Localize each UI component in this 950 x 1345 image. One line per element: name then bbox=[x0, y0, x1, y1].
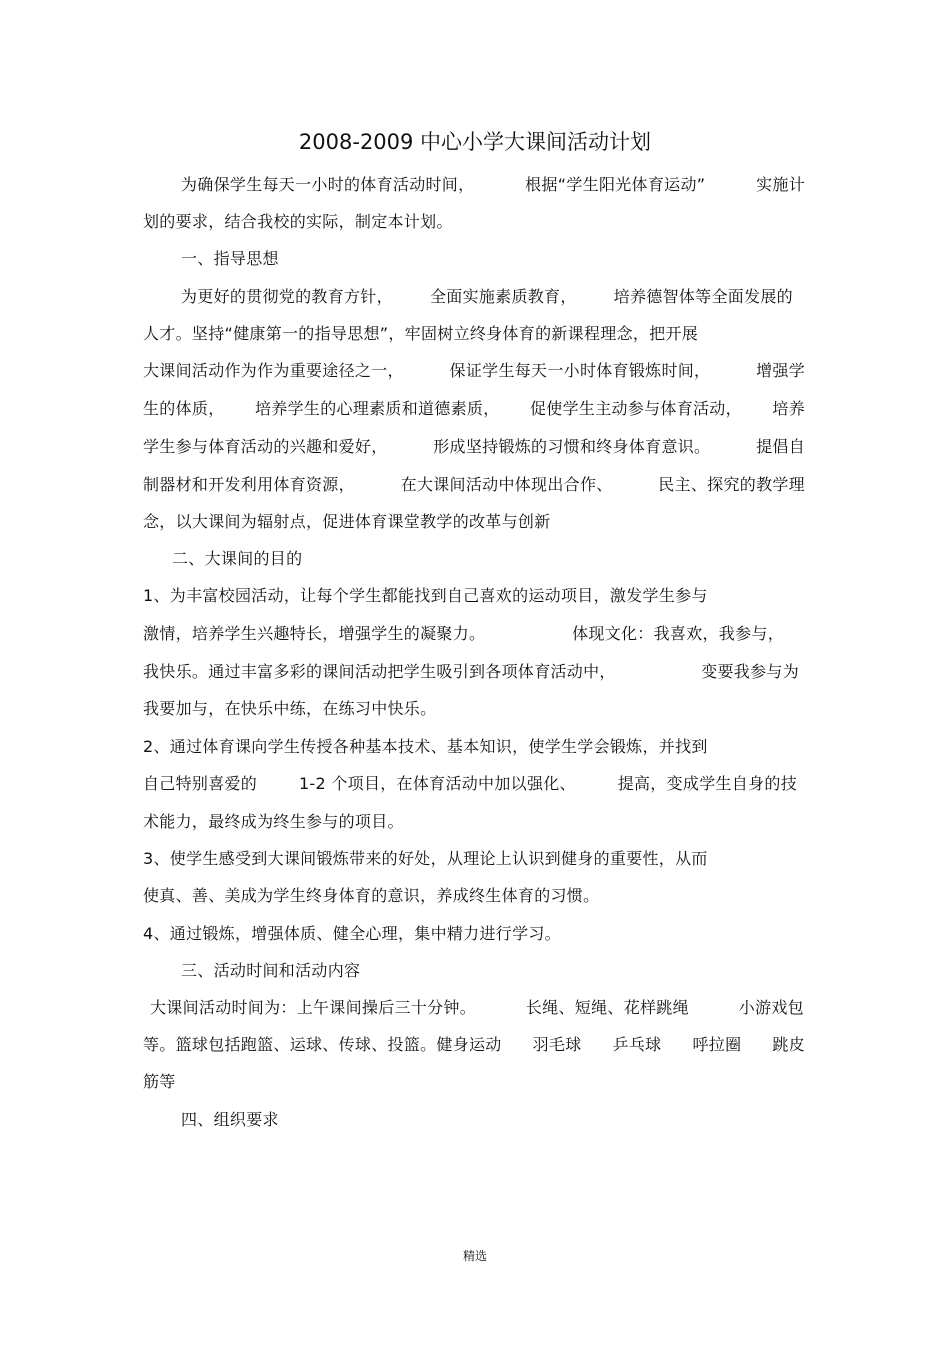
paragraph-line: 制器材和开发利用体育资源， 在大课间活动中体现出合作、 民主、探究的教学理 bbox=[143, 475, 805, 494]
section-heading: 四、组织要求 bbox=[181, 1110, 279, 1129]
section-heading: 一、指导思想 bbox=[181, 249, 279, 268]
paragraph-line: 我要加与，在快乐中练，在练习中快乐。 bbox=[143, 699, 437, 718]
paragraph-line: 筋等 bbox=[143, 1072, 176, 1091]
paragraph-line: 术能力，最终成为终生参与的项目。 bbox=[143, 812, 404, 831]
paragraph-line: 念，以大课间为辐射点，促进体育课堂教学的改革与创新 bbox=[143, 512, 551, 531]
paragraph-line: 大课间活动时间为：上午课间操后三十分钟。 长绳、短绳、花样跳绳 小游戏包 bbox=[150, 998, 804, 1017]
paragraph-line: 人才。坚持“健康第一的指导思想”，牢固树立终身体育的新课程理念，把开展 bbox=[143, 324, 699, 343]
paragraph-line: 学生参与体育活动的兴趣和爱好， 形成坚持锻炼的习惯和终身体育意识。 提倡自 bbox=[143, 437, 805, 456]
paragraph-line: 为更好的贯彻党的教育方针， 全面实施素质教育， 培养德智体等全面发展的 bbox=[181, 287, 793, 306]
document-title: 2008-2009 中心小学大课间活动计划 bbox=[298, 130, 652, 154]
paragraph-line: 1、为丰富校园活动，让每个学生都能找到自己喜欢的运动项目，激发学生参与 bbox=[143, 586, 708, 605]
paragraph-line: 生的体质， 培养学生的心理素质和道德素质， 促使学生主动参与体育活动， 培养 bbox=[143, 399, 805, 418]
paragraph-line: 使真、善、美成为学生终身体育的意识，养成终生体育的习惯。 bbox=[143, 886, 600, 905]
paragraph-line: 激情，培养学生兴趣特长，增强学生的凝聚力。 体现文化：我喜欢，我参与， bbox=[143, 624, 784, 643]
paragraph-line: 大课间活动作为作为重要途径之一， 保证学生每天一小时体育锻炼时间， 增强学 bbox=[143, 361, 805, 380]
paragraph-line: 划的要求，结合我校的实际，制定本计划。 bbox=[143, 212, 453, 231]
section-heading: 三、活动时间和活动内容 bbox=[181, 961, 361, 980]
paragraph-line: 4、通过锻炼，增强体质、健全心理，集中精力进行学习。 bbox=[143, 924, 561, 943]
section-heading: 二、大课间的目的 bbox=[172, 549, 303, 568]
paragraph-line: 我快乐。通过丰富多彩的课间活动把学生吸引到各项体育活动中， 变要我参与为 bbox=[143, 662, 799, 681]
paragraph-line: 自己特别喜爱的 1-2 个项目，在体育活动中加以强化、 提高，变成学生自身的技 bbox=[143, 774, 797, 793]
page-footer: 精选 bbox=[462, 1249, 487, 1263]
paragraph-line: 等。篮球包括跑篮、运球、传球、投篮。健身运动 羽毛球 乒乓球 呼拉圈 跳皮 bbox=[143, 1035, 805, 1054]
paragraph-line: 2、通过体育课向学生传授各种基本技术、基本知识，使学生学会锻炼，并找到 bbox=[143, 737, 708, 756]
paragraph-line: 为确保学生每天一小时的体育活动时间， 根据“学生阳光体育运动” 实施计 bbox=[181, 175, 805, 194]
paragraph-line: 3、使学生感受到大课间锻炼带来的好处，从理论上认识到健身的重要性，从而 bbox=[143, 849, 708, 868]
